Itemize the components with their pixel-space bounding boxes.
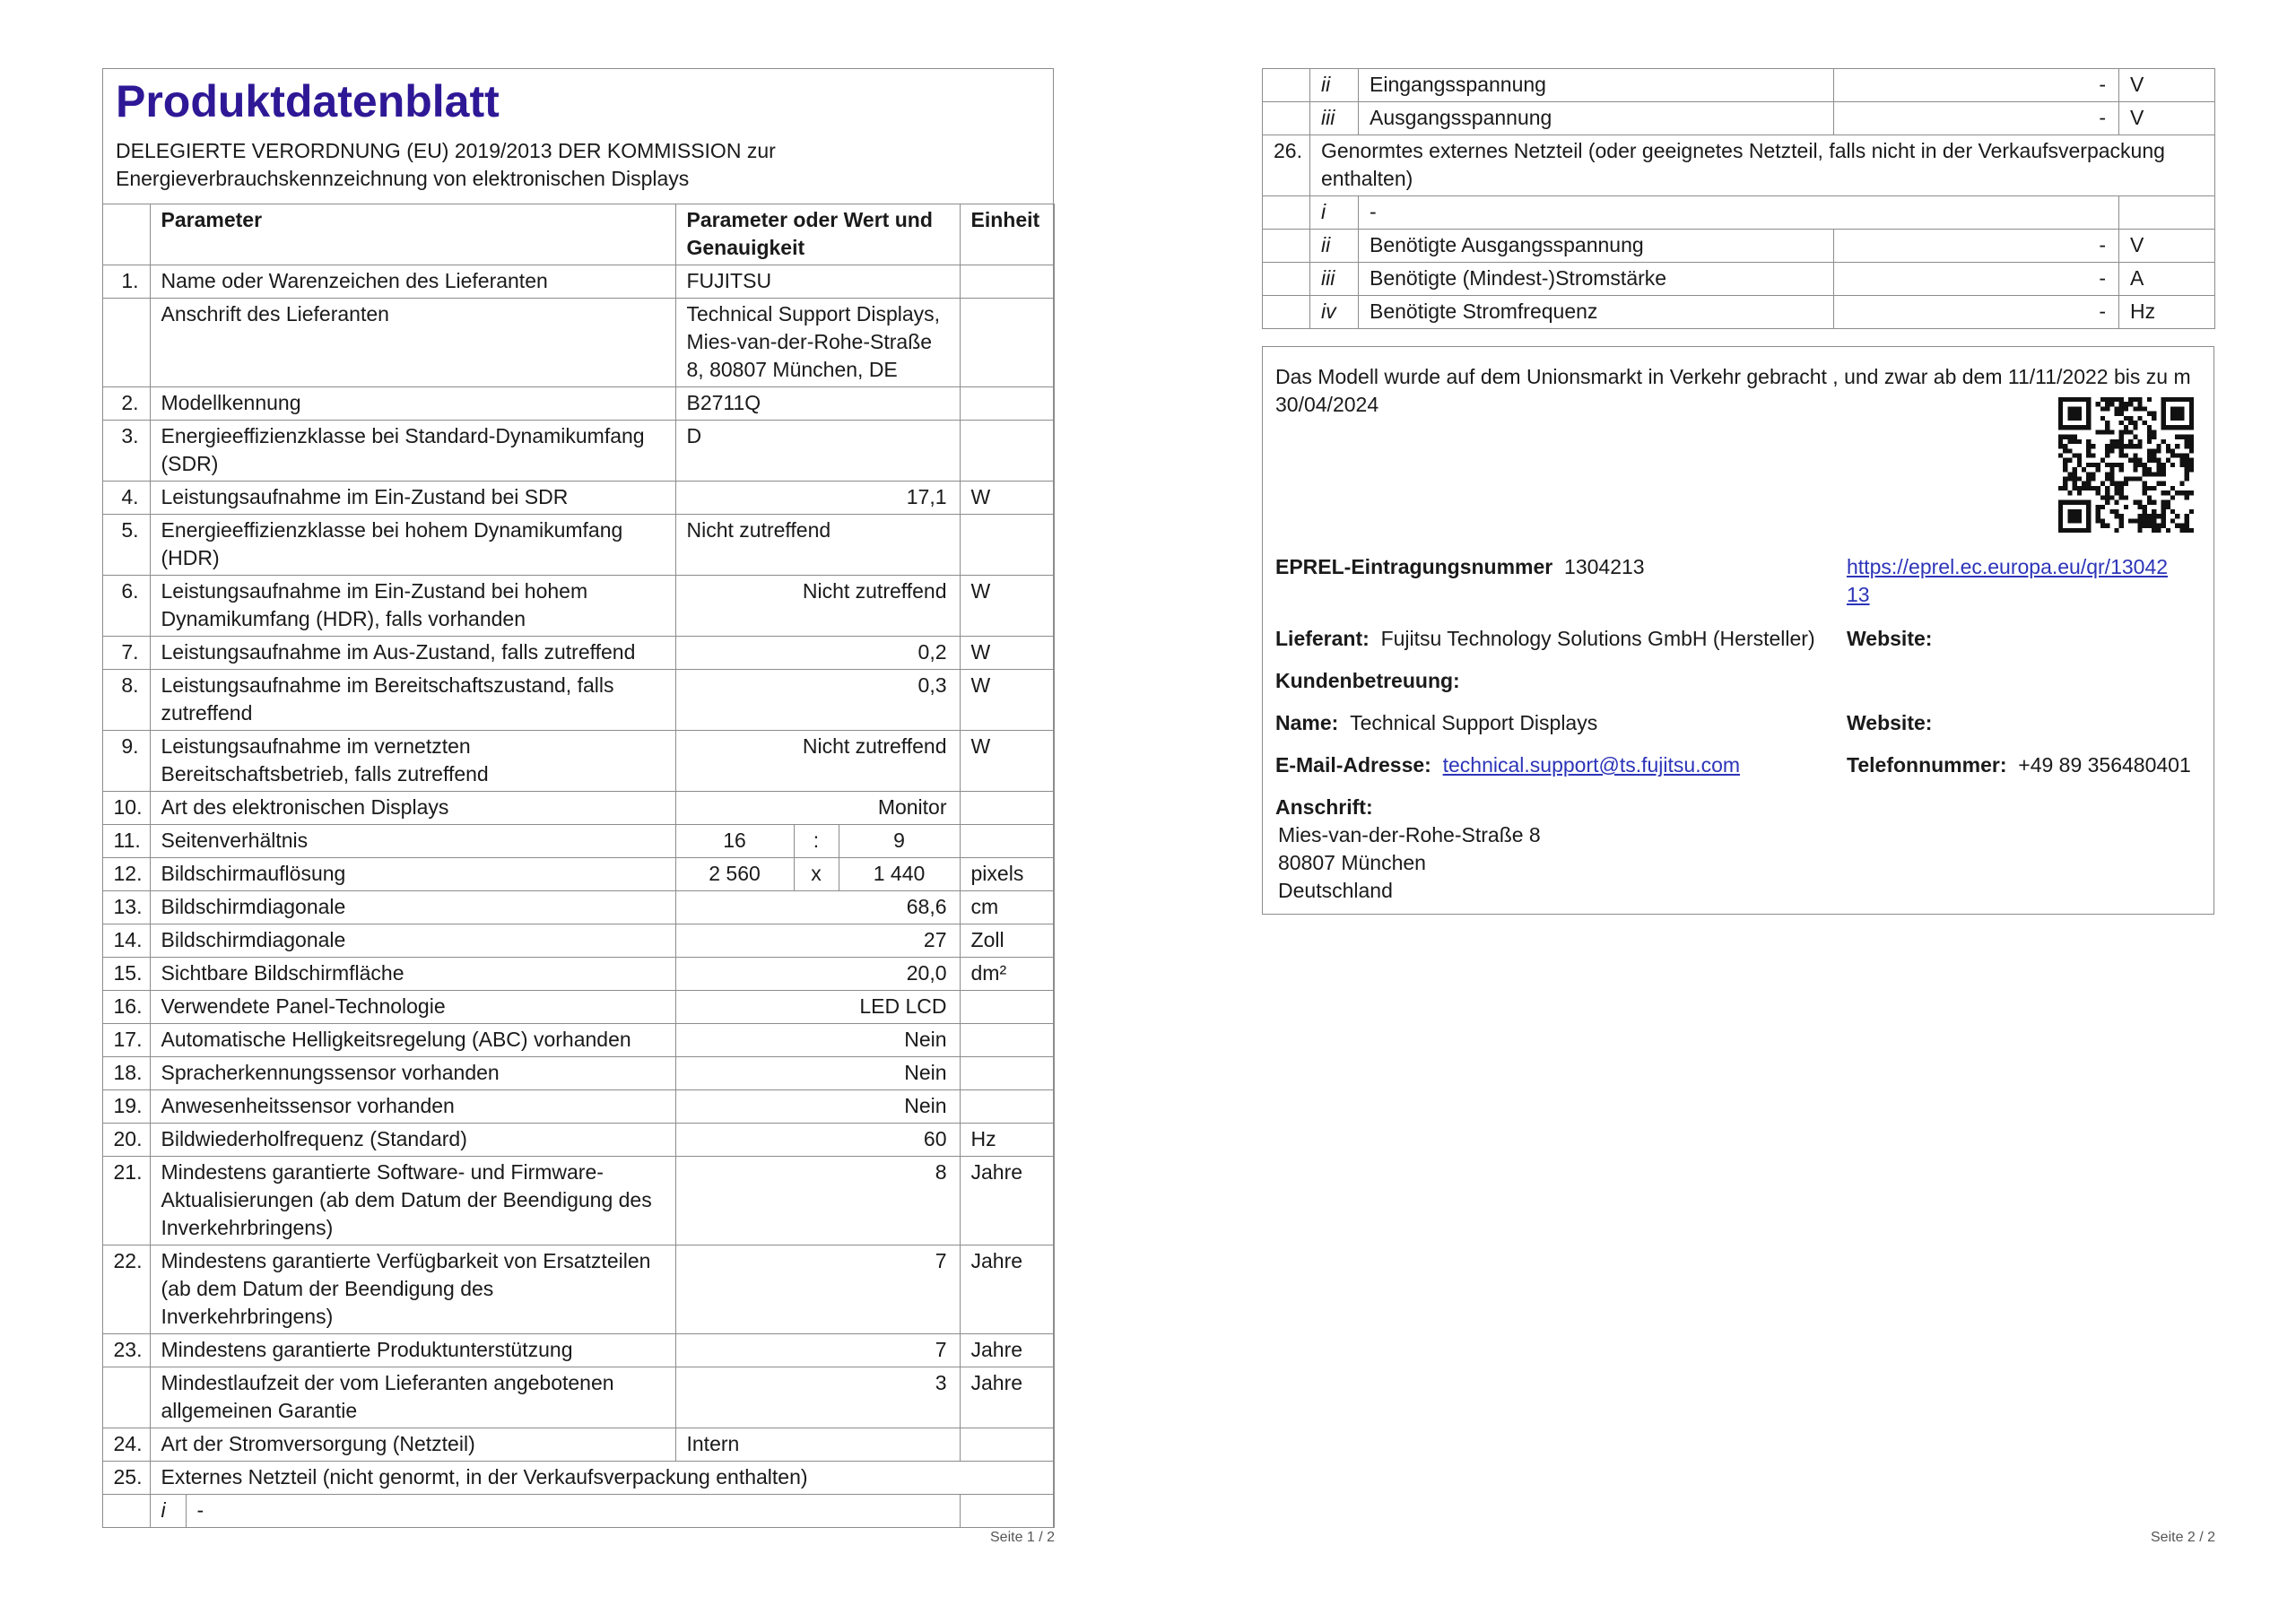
document-title: Produktdatenblatt: [116, 76, 500, 126]
table-row: iv Benötigte Stromfrequenz - Hz: [1263, 296, 2215, 329]
header-value: Parameter oder Wert und Genauigkeit: [675, 204, 960, 265]
table-row: 12. Bildschirmauflösung 2 560 x 1 440 pixels: [102, 858, 1054, 891]
table-row: 4. Leistungsaufnahme im Ein-Zustand bei SDR 17,1 W: [102, 482, 1054, 515]
contact-name: Technical Support Displays: [1350, 711, 1598, 734]
table-header-row: [102, 204, 1054, 265]
email-label: E-Mail-Adresse:: [1275, 753, 1431, 777]
table-row: 23. Mindestens garantierte Produktunterstützung 7 Jahre: [102, 1334, 1054, 1367]
table-row: 10. Art des elektronischen Displays Monitor: [102, 792, 1054, 825]
table-row: 24. Art der Stromversorgung (Netzteil) Intern: [102, 1428, 1054, 1462]
table-row: 18. Spracherkennungssensor vorhanden Nein: [102, 1057, 1054, 1090]
page-number: Seite 2 / 2: [2151, 1530, 2216, 1545]
document-header: [103, 69, 1053, 204]
customer-service-label: Kundenbetreuung:: [1275, 669, 1460, 692]
table-row: iii Ausgangsspannung - V: [1263, 102, 2215, 135]
table-row: 26. Genormtes externes Netzteil (oder geeignetes Netzteil, falls nicht in der Verkaufsverpackung enthalten): [1263, 135, 2215, 196]
table-row: Anschrift des Lieferanten Technical Support Displays, Mies-van-der-Rohe-Straße 8, 80807 München, DE: [102, 299, 1054, 387]
market-period-text: Das Modell wurde auf dem Unionsmarkt in Verkehr gebracht , und zwar ab dem 11/11/2022 bis zu m 30/04/2024: [1275, 365, 2191, 416]
phone-number: +49 89 356480401: [2018, 753, 2191, 777]
website-label: Website:: [1847, 627, 1933, 650]
address-label: Anschrift:: [1275, 795, 1373, 819]
table-row: 5. Energieeffizienzklasse bei hohem Dynamikumfang (HDR) Nicht zutreffend: [102, 515, 1054, 576]
eprel-number: 1304213: [1564, 555, 1645, 578]
eprel-link[interactable]: https://eprel.ec.europa.eu/qr/1304213: [1847, 555, 2169, 606]
table-row: 14. Bildschirmdiagonale 27 Zoll: [102, 924, 1054, 958]
address-line: Mies-van-der-Rohe-Straße 8: [1278, 823, 1541, 846]
name-label: Name:: [1275, 711, 1339, 734]
document-subtitle: DELEGIERTE VERORDNUNG (EU) 2019/2013 DER KOMMISSION zur Energieverbrauchskennzeichnung von elektronischen Displays: [116, 139, 776, 190]
table-row: 21. Mindestens garantierte Software- und Firmware-Aktualisierungen (ab dem Datum der Beendigung des Inverkehrbringens) 8 Jahre: [102, 1157, 1054, 1245]
table-row: 22. Mindestens garantierte Verfügbarkeit von Ersatzteilen (ab dem Datum der Beendigung des Inverkehrbringens) 7 Jahre: [102, 1245, 1054, 1334]
phone-label: Telefonnummer:: [1847, 753, 2007, 777]
email-link[interactable]: technical.support@ts.fujitsu.com: [1442, 753, 1741, 777]
table-row: 17. Automatische Helligkeitsregelung (ABC) vorhanden Nein: [102, 1024, 1054, 1057]
table-row: 13. Bildschirmdiagonale 68,6 cm: [102, 891, 1054, 924]
table-row: 19. Anwesenheitssensor vorhanden Nein: [102, 1090, 1054, 1124]
table-row: 2. Modellkennung B2711Q: [102, 387, 1054, 421]
qr-code-icon: [2058, 397, 2194, 533]
table-row: 25. Externes Netzteil (nicht genormt, in der Verkaufsverpackung enthalten): [102, 1462, 1054, 1495]
table-row: 6. Leistungsaufnahme im Ein-Zustand bei hohem Dynamikumfang (HDR), falls vorhanden Nicht zutreffend W: [102, 576, 1054, 637]
address-block: [1278, 821, 1541, 905]
table-row: Mindestlaufzeit der vom Lieferanten angebotenen allgemeinen Garantie 3 Jahre: [102, 1367, 1054, 1428]
table-row: ii Eingangsspannung - V: [1263, 69, 2215, 102]
table-row: 11. Seitenverhältnis 16 : 9: [102, 825, 1054, 858]
supplier-name: Fujitsu Technology Solutions GmbH (Hersteller): [1380, 627, 1815, 650]
page-number: Seite 1 / 2: [990, 1530, 1056, 1545]
address-line: 80807 München: [1278, 851, 1426, 874]
table-row: i -: [1263, 196, 2215, 230]
table-row: 9. Leistungsaufnahme im vernetzten Bereitschaftsbetrieb, falls zutreffend Nicht zutreffend W: [102, 731, 1054, 792]
table-row: 15. Sichtbare Bildschirmfläche 20,0 dm²: [102, 958, 1054, 991]
power-supply-table: [1262, 68, 2215, 329]
product-data-table: [102, 204, 1055, 1528]
supplier-label: Lieferant:: [1275, 627, 1370, 650]
table-row: ii Benötigte Ausgangsspannung - V: [1263, 230, 2215, 263]
table-row: 3. Energieeffizienzklasse bei Standard-Dynamikumfang (SDR) D: [102, 421, 1054, 482]
page-1: [102, 68, 1054, 1528]
header-unit: Einheit: [960, 204, 1054, 265]
table-row: iii Benötigte (Mindest-)Stromstärke - A: [1263, 263, 2215, 296]
eprel-label: EPREL-Eintragungsnummer: [1275, 555, 1553, 578]
table-row: 8. Leistungsaufnahme im Bereitschaftszustand, falls zutreffend 0,3 W: [102, 670, 1054, 731]
table-row: 20. Bildwiederholfrequenz (Standard) 60 Hz: [102, 1124, 1054, 1157]
header-parameter: Parameter: [150, 204, 675, 265]
website-label-2: Website:: [1847, 711, 1933, 734]
table-row: 1. Name oder Warenzeichen des Lieferanten FUJITSU: [102, 265, 1054, 299]
table-row: i -: [102, 1495, 1054, 1528]
table-row: 16. Verwendete Panel-Technologie LED LCD: [102, 991, 1054, 1024]
table-row: 7. Leistungsaufnahme im Aus-Zustand, falls zutreffend 0,2 W: [102, 637, 1054, 670]
address-line: Deutschland: [1278, 879, 1393, 902]
